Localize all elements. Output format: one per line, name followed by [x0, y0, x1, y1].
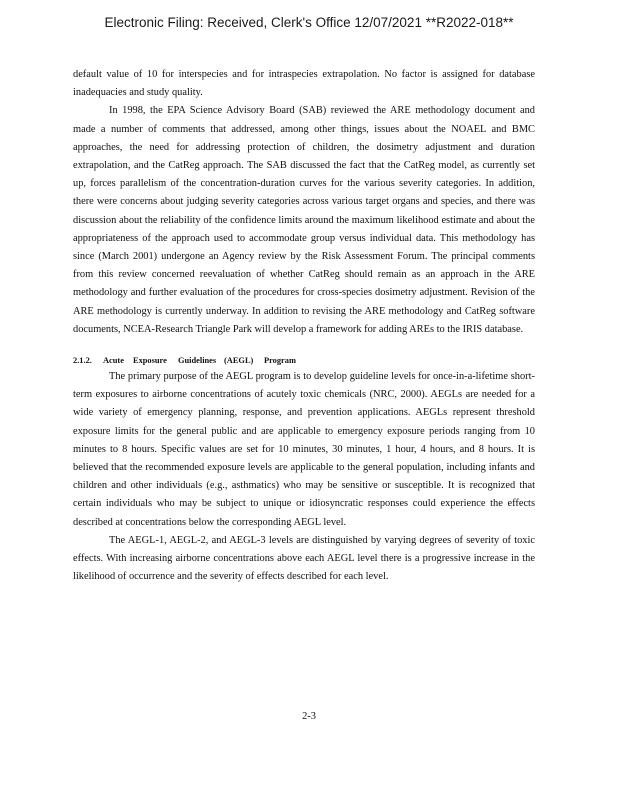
body-paragraph: In 1998, the EPA Science Advisory Board (SAB) reviewed the ARE methodology document and made a number of comments that addressed, among other things, issues about the NOAEL and BMC approaches, the need for addressing protection of children, the dosimetry adjustment and duration extrapolation, and the CatReg approach. The SAB discussed the fact that the CatReg model, as currently set up, forces parallelism of the concentration-duration curves for the various severity categories. In addition, there were concerns about judging severity categories across various target organs and species, and there was discussion about the reliability of the confidence limits around the maximum likelihood estimate and about the appropriateness of the approach used to accommodate group versus individual data. This methodology has since (March 2001) undergone an Agency review by the Risk Assessment Forum. The principal comments from this review concerned reevaluation of whether CatReg should remain as an approach in the ARE methodology and further evaluation of the procedures for cross-species dosimetry adjustment. Revision of the ARE methodology is currently underway. In addition to revising the ARE methodology and CatReg software documents, NCEA-Research Triangle Park will develop a framework for adding AREs to the IRIS database.: [73, 105, 535, 335]
section-paragraph: The AEGL-1, AEGL-2, and AEGL-3 levels are distinguished by varying degrees of severity of toxic effects. With increasing airborne concentrations above each AEGL level there is a progressive increase in the likelihood of occurrence and the severity of effects described for each level.: [73, 534, 535, 583]
document-body: [73, 66, 535, 586]
section-heading: [73, 353, 535, 368]
section-paragraph: The primary purpose of the AEGL program is to develop guideline levels for once-in-a-lifetime short-term exposures to airborne concentrations of acutely toxic chemicals (NRC, 2000). AEGLs are needed for a wide variety of emergency planning, response, and prevention applications. AEGLs represent threshold exposure limits for the general public and are applicable to emergency exposure periods ranging from 10 minutes to 8 hours. Specific values are set for 10 minutes, 30 minutes, 1 hour, 4 hours, and 8 hours. It is believed that the recommended exposure levels are applicable to the general population, including infants and children and other individuals (e.g., asthmatics) who may be sensitive or susceptible. It is recognized that certain individuals who may be subject to unique or idiosyncratic responses could experience the effects described at concentrations below the corresponding AEGL level.: [73, 371, 535, 528]
page-number: 2-3: [302, 711, 316, 722]
filing-stamp-header: Electronic Filing: Received, Clerk's Office 12/07/2021 **R2022-018**: [104, 15, 514, 30]
section-title-word: Guidelines: [178, 356, 217, 366]
section-title-word: Exposure: [133, 356, 167, 366]
section-title-word: (AEGL): [224, 356, 254, 366]
section-number: 2.1.2.: [73, 356, 92, 366]
section-title-word: Acute: [103, 356, 124, 366]
body-paragraph: default value of 10 for interspecies and for intraspecies extrapolation. No factor is assigned for database inadequacies and study quality.: [73, 69, 535, 99]
section-title-word: Program: [264, 356, 296, 366]
